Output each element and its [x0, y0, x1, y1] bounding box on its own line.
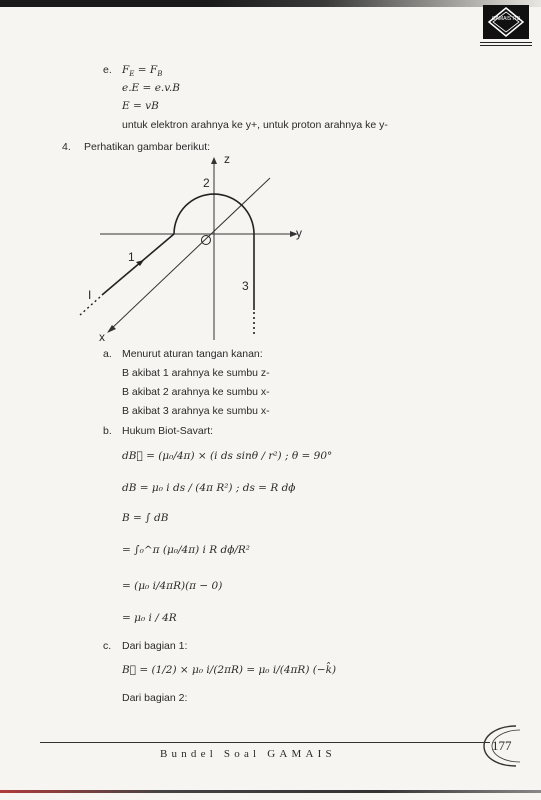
origin-circle	[202, 236, 211, 245]
part-a-line-1: B akibat 1 arahnya ke sumbu z-	[122, 367, 270, 379]
part-b-eq5: = (μ₀ i/4πR)(π − 0)	[122, 580, 223, 592]
item-e-note: untuk elektron arahnya ke y+, untuk proton arahnya ke y-	[122, 119, 388, 131]
label-3: 3	[242, 279, 249, 293]
axis-z-label: z	[224, 152, 230, 166]
part-b-eq2: dB = μ₀ i ds / (4π R²) ; ds = R dϕ	[122, 482, 296, 494]
axis-y-label: y	[296, 226, 302, 240]
bottom-rule	[0, 790, 541, 793]
footer-title: Bundel Soal GAMAIS	[160, 748, 336, 760]
page-number: 177	[492, 738, 512, 753]
label-2: 2	[203, 176, 210, 190]
footer-rule	[40, 742, 490, 743]
part-a-letter: a.	[103, 348, 112, 360]
item-e-eq1: $F_E = F_B$	[122, 64, 163, 79]
part-a-line-3: B akibat 3 arahnya ke sumbu x-	[122, 405, 270, 417]
item-e-eq3: E = vB	[122, 100, 159, 112]
part-c-letter: c.	[103, 640, 112, 652]
logo-rule	[480, 42, 532, 43]
part-c-next: Dari bagian 2:	[122, 692, 188, 704]
z-arrowhead	[211, 157, 217, 164]
label-current: I	[88, 288, 92, 302]
part-b-eq4: = ∫₀^π (μ₀/4π) i R dϕ/R²	[122, 544, 251, 556]
part-b-eq6: = μ₀ i / 4R	[122, 612, 177, 624]
item-e-letter: e.	[103, 64, 112, 76]
part-c-eq: B⃗ = (1/2) × μ₀ i/(2πR) = μ₀ i/(4πR) (−k̂)	[122, 664, 337, 676]
part-b-eq1: dB⃗ = (μ₀/4π) × (i ds sinθ / r²) ; θ = 90°	[122, 450, 333, 462]
part-b-letter: b.	[103, 425, 112, 437]
item-e-eq2: e.E = e.v.B	[122, 82, 180, 94]
label-1: 1	[128, 250, 135, 264]
part-b-title: Hukum Biot-Savart:	[122, 425, 214, 437]
part-b-eq3: B = ∫ dB	[122, 512, 169, 524]
part-a-title: Menurut aturan tangan kanan:	[122, 348, 263, 360]
part-c-title: Dari bagian 1:	[122, 640, 188, 652]
question-text: Perhatikan gambar berikut:	[84, 141, 211, 153]
gamais-logo	[483, 5, 529, 39]
axis-x-label: x	[99, 330, 105, 344]
figure-diagram	[70, 150, 330, 345]
wire-1	[102, 234, 174, 295]
question-number: 4.	[62, 141, 71, 153]
top-rule	[0, 0, 541, 7]
part-a-line-2: B akibat 2 arahnya ke sumbu x-	[122, 386, 270, 398]
logo-text: GAMAIS ITB	[491, 16, 521, 22]
logo-rule	[480, 45, 532, 46]
